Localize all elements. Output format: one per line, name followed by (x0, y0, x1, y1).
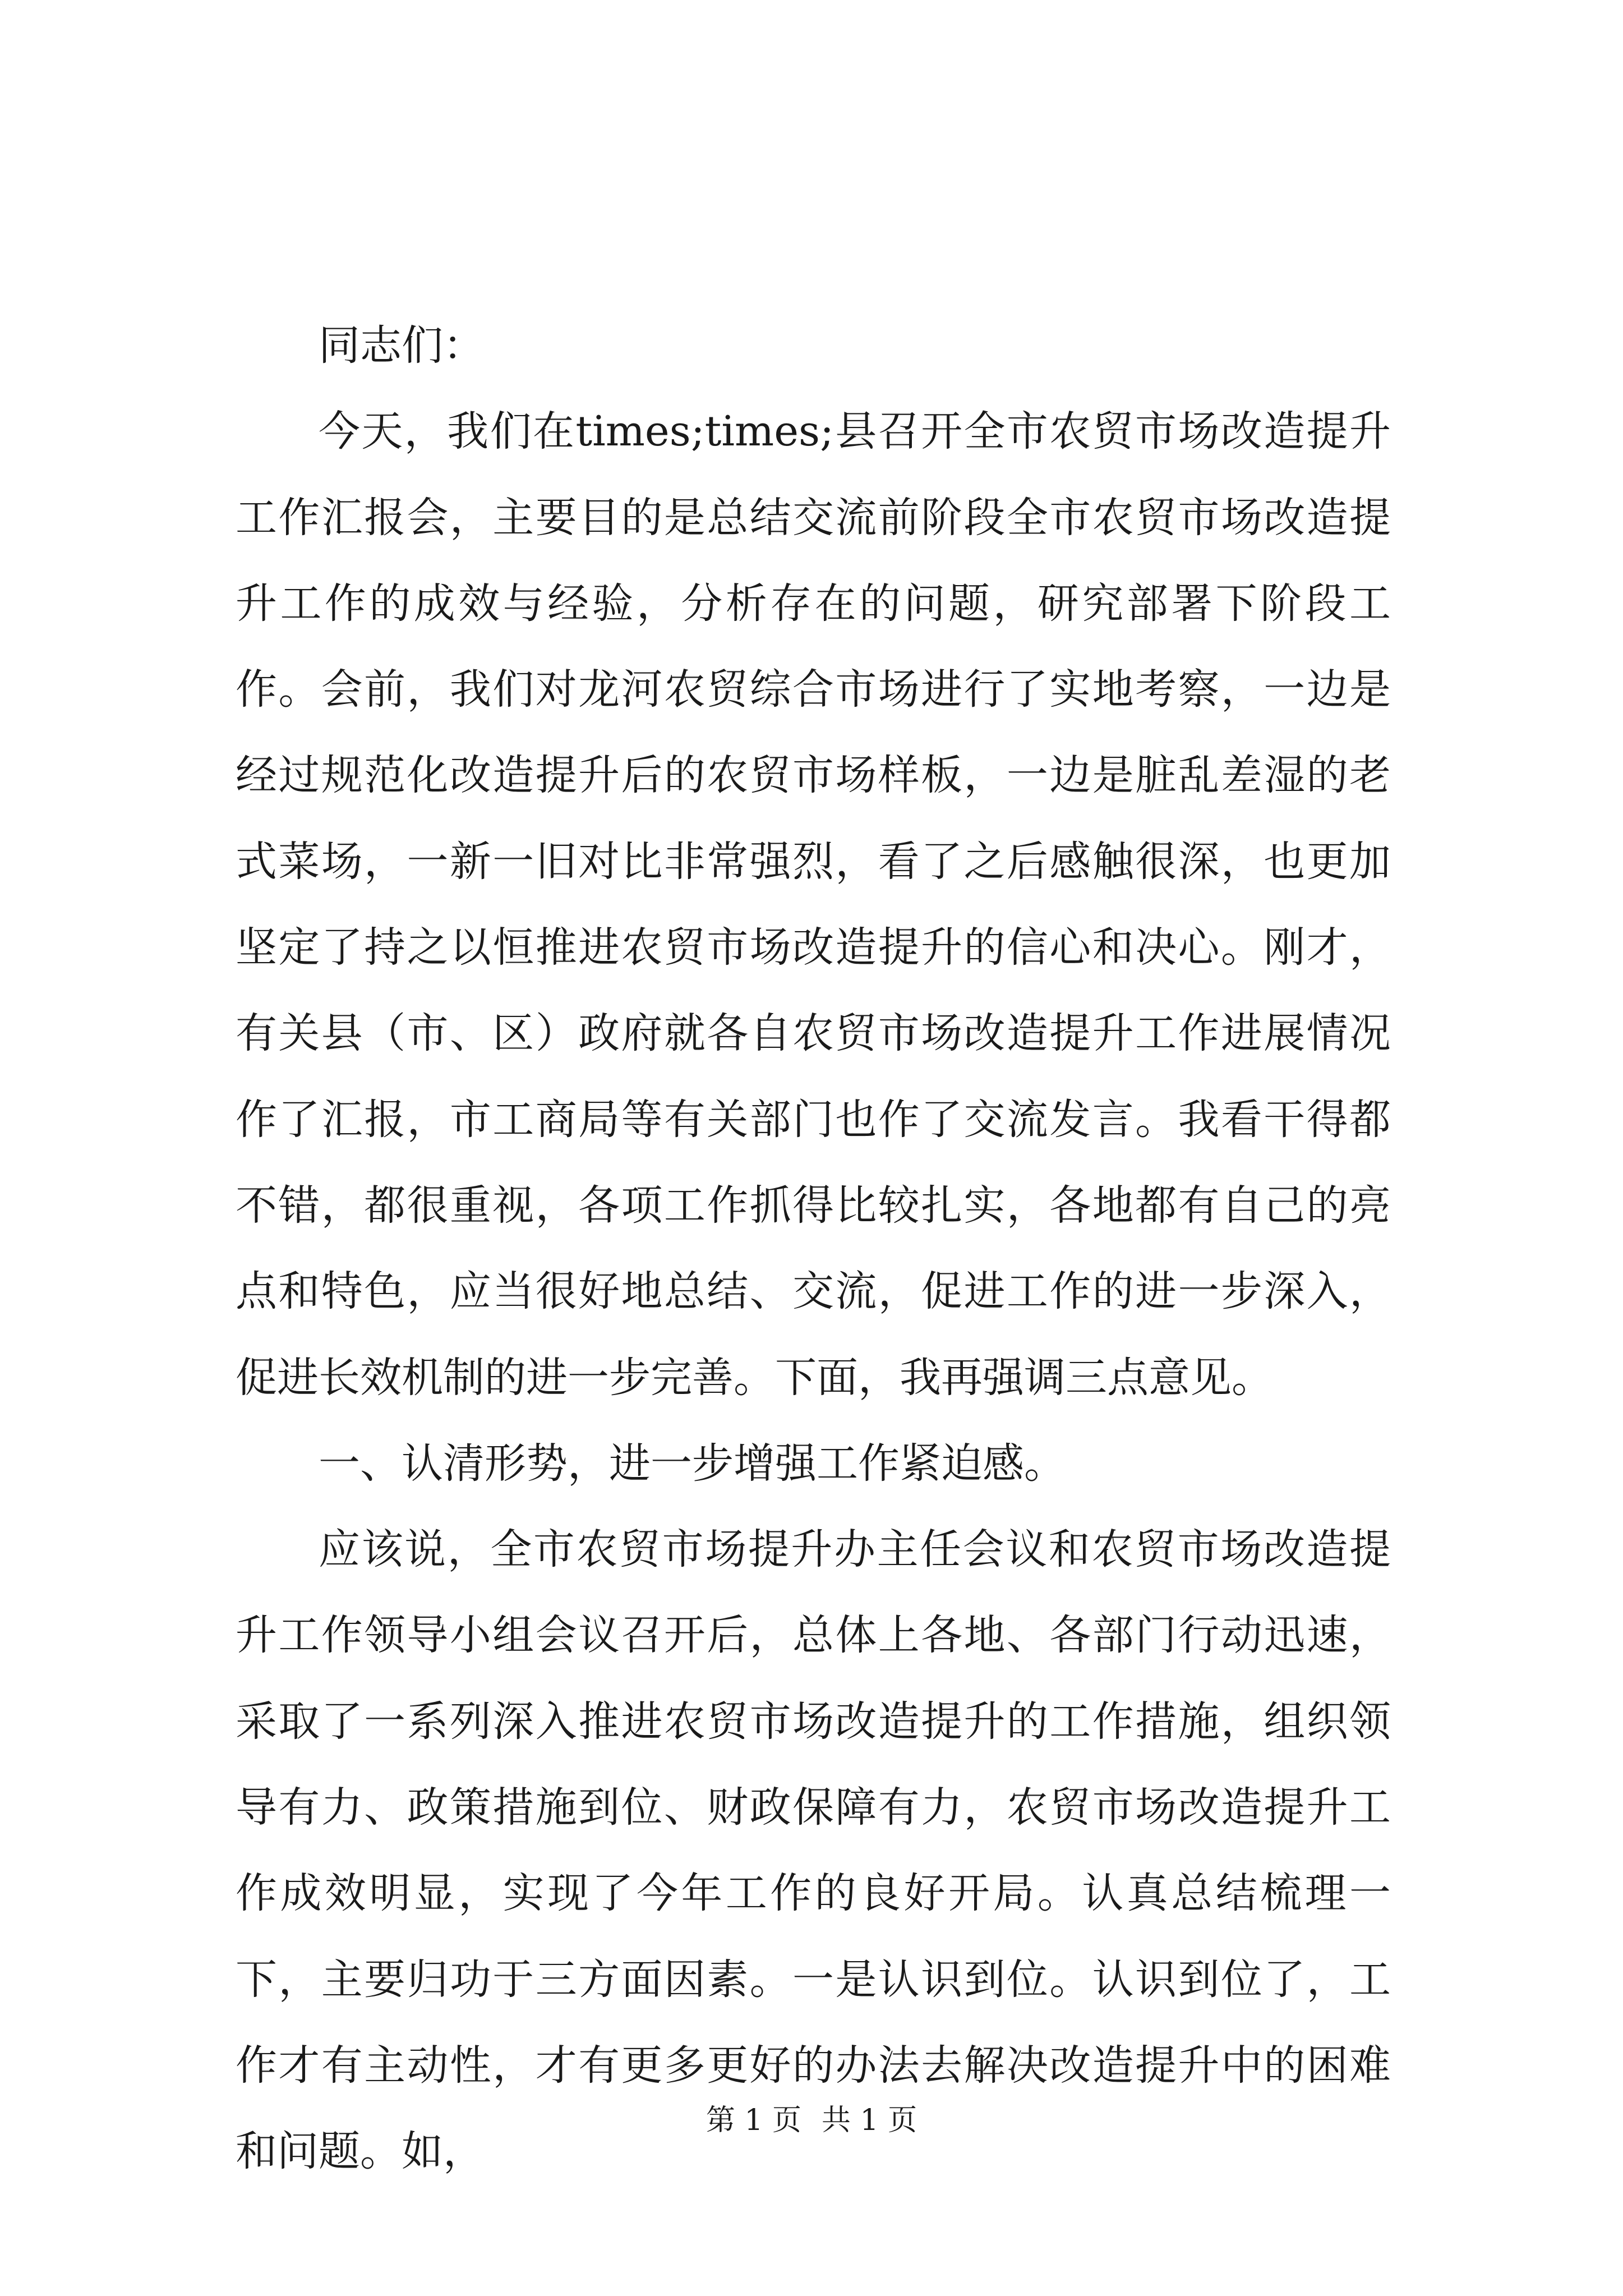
document-body (236, 303, 1391, 2195)
page-footer (0, 2101, 1623, 2140)
body-paragraph: 应该说，全市农贸市场提升办主任会议和农贸市场改造提升工作领导小组会议召开后，总体上各地、各部门行动迅速，采取了一系列深入推进农贸市场改造提升的工作措施，组织领导有力、政策措施到位、财政保障有力，农贸市场改造提升工作成效明显，实现了今年工作的良好开局。认真总结梳理一下，主要归功于三方面因素。一是认识到位。认识到位了，工作才有主动性，才有更多更好的办法去解决改造提升中的困难和问题。如， (236, 1525, 1391, 2176)
section-heading: 一、认清形势，进一步增强工作紧迫感。 (319, 1439, 1066, 1488)
page-total: 共 1 页 (822, 2104, 917, 2137)
page-number: 第 1 页 (706, 2104, 801, 2137)
greeting-paragraph: 同志们： (319, 321, 485, 370)
intro-paragraph: 今天，我们在times;times;县召开全市农贸市场改造提升工作汇报会，主要目的是总结交流前阶段全市农贸市场改造提升工作的成效与经验，分析存在的问题，研究部署下阶段工作。会前，我们对龙河农贸综合市场进行了实地考察，一边是经过规范化改造提升后的农贸市场样板，一边是脏乱差湿的老式菜场，一新一旧对比非常强烈，看了之后感触很深，也更加坚定了持之以恒推进农贸市场改造提升的信心和决心。刚才，有关县（市、区）政府就各自农贸市场改造提升工作进展情况作了汇报，市工商局等有关部门也作了交流发言。我看干得都不错，都很重视，各项工作抓得比较扎实，各地都有自己的亮点和特色，应当很好地总结、交流，促进工作的进一步深入，促进长效机制的进一步完善。下面，我再强调三点意见。 (236, 407, 1391, 1402)
